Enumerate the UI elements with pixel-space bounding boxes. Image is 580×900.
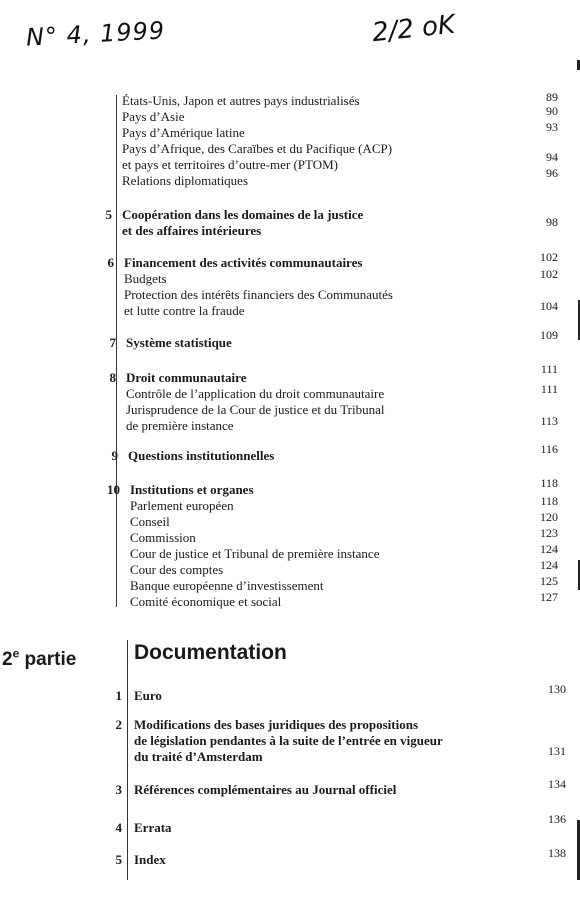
toc-entry: Contrôle de l’application du droit communautaire — [126, 386, 385, 401]
page-number: 111 — [540, 382, 558, 396]
toc-entry: Jurisprudence de la Cour de justice et du Tribunal — [126, 402, 385, 417]
toc-entry: Banque européenne d’investissement — [130, 578, 324, 593]
page-number: 98 — [546, 215, 558, 229]
chapter-number: 9 — [111, 448, 118, 463]
toc-entry: et pays et territoires d’outre-mer (PTOM) — [122, 157, 338, 172]
page-number: 138 — [548, 846, 566, 860]
page-number: 118 — [540, 476, 558, 490]
chapter-title: Institutions et organes — [130, 482, 254, 497]
toc-entry: Cour de justice et Tribunal de première instance — [130, 546, 380, 561]
chapter-title: de législation pendantes à la suite de l’entrée en vigueur — [134, 733, 443, 748]
toc-entry: de première instance — [126, 418, 234, 433]
toc-entry: Commission — [130, 530, 196, 545]
page-number: 104 — [540, 299, 558, 313]
page-number: 124 — [540, 542, 558, 556]
toc-entry: Cour des comptes — [130, 562, 224, 577]
chapter-number: 2 — [115, 717, 122, 732]
toc-entry: Pays d’Asie — [122, 109, 185, 124]
page-number: 131 — [548, 744, 566, 758]
page-number: 120 — [540, 510, 558, 524]
page-number: 102 — [540, 250, 558, 264]
toc-entry: Protection des intérêts financiers des Communautés — [124, 287, 393, 302]
handwritten-ok-note: 2/2 oK — [370, 9, 457, 49]
toc-entry: Relations diplomatiques — [122, 173, 249, 188]
chapter-title: Système statistique — [126, 335, 232, 350]
page-number: 125 — [540, 574, 558, 588]
toc-entry: Pays d’Amérique latine — [122, 125, 245, 140]
page-number: 113 — [540, 414, 558, 428]
toc-entry: et lutte contre la fraude — [124, 303, 245, 318]
chapter-number: 5 — [115, 852, 122, 867]
chapter-title: du traité d’Amsterdam — [134, 749, 263, 764]
margin-rule — [127, 640, 128, 880]
page-number: 124 — [540, 558, 558, 572]
part-label-text: 2e partie — [2, 647, 77, 671]
page-number: 130 — [548, 682, 566, 696]
part-label — [2, 647, 76, 671]
page-number: 109 — [540, 328, 558, 342]
part-title: Documentation — [134, 641, 287, 664]
toc-entry: Conseil — [130, 514, 170, 529]
toc-entry: Pays d’Afrique, des Caraïbes et du Pacifique (ACP) — [122, 141, 393, 156]
chapter-title: Coopération dans les domaines de la justice — [122, 207, 364, 222]
chapter-title: Droit communautaire — [126, 370, 247, 385]
chapter-title: Modifications des bases juridiques des propositions — [134, 717, 419, 732]
page-number: 90 — [546, 104, 558, 118]
page-number: 123 — [540, 526, 558, 540]
toc-entry: Budgets — [124, 271, 167, 286]
toc-entry: Parlement européen — [130, 498, 234, 513]
chapter-title: Index — [134, 852, 166, 867]
chapter-number: 7 — [109, 335, 116, 350]
page-number: 93 — [546, 120, 558, 134]
page-number: 116 — [540, 442, 558, 456]
toc-entry: États-Unis, Japon et autres pays industrialisés — [122, 93, 360, 108]
margin-rule — [116, 95, 117, 607]
page-number: 118 — [540, 494, 558, 508]
page-number: 127 — [540, 590, 558, 604]
handwritten-issue-note: N° 4, 1999 — [25, 16, 166, 52]
page-number: 89 — [546, 90, 558, 104]
chapter-number: 1 — [115, 688, 122, 703]
chapter-title: Euro — [134, 688, 162, 703]
chapter-title: Errata — [134, 820, 172, 835]
page-number: 94 — [546, 150, 558, 164]
page-number: 96 — [546, 166, 558, 180]
chapter-number: 8 — [109, 370, 116, 385]
page-number: 134 — [548, 777, 566, 791]
chapter-title: Financement des activités communautaires — [124, 255, 363, 270]
page-number: 136 — [548, 812, 566, 826]
chapter-number: 3 — [115, 782, 122, 797]
chapter-title: Références complémentaires au Journal officiel — [134, 782, 397, 797]
chapter-number: 10 — [107, 482, 120, 497]
chapter-number: 5 — [105, 207, 112, 222]
chapter-number: 4 — [115, 820, 122, 835]
page-number: 111 — [540, 362, 558, 376]
toc-entry: Comité économique et social — [130, 594, 282, 609]
chapter-number: 6 — [107, 255, 114, 270]
chapter-title: et des affaires intérieures — [122, 223, 262, 238]
page-number: 102 — [540, 267, 558, 281]
chapter-title: Questions institutionnelles — [128, 448, 275, 463]
